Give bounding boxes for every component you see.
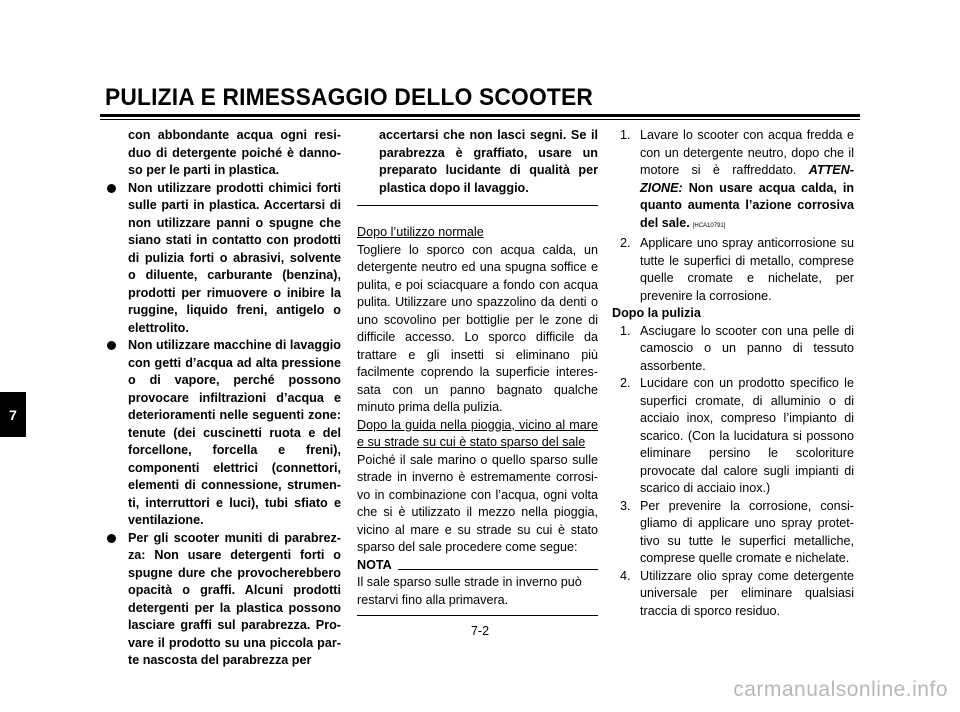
step-number: 1.: [620, 128, 631, 142]
page-title: PULIZIA E RIMESSAGGIO DELLO SCOOTER: [105, 84, 593, 111]
note-label: NOTA: [357, 557, 392, 572]
bullet-icon: [107, 341, 116, 350]
section-body-normal-use: Togliere lo sporco con acqua calda, un detergente neutro ed una spugna soffice e pulita, e poi sciacquare a fondo con acqua pulita. Utilizzare uno spazzolino da denti o uno scovolino per bottiglie per le zone di difficile accesso. Lo sporco difficile da trattare e gli insetti si eliminano più facilmente coprendo la superficie interessata con un panno bagnato qualche minuto prima della pulizia.: [357, 242, 598, 414]
bullet-text: Non utilizzare macchine di lavaggio con getti d’acqua ad alta pressione o di vapore, perché possono provocare infiltrazioni d’acqua e deterioramenti nelle seguenti zone: tenute (dei cuscinetti ruota e del forcellone, forcella e freni), componenti elettrici (connettori, elementi di connessione, strumenti, interruttori e luci), tubi sfiato e ventilazione.: [128, 338, 341, 527]
step-text: Applicare uno spray anticorrosione su tutte le superfici di metallo, comprese quelle cromate e nichelate, per prevenire la corrosione.: [640, 236, 854, 303]
step-number: 4.: [620, 568, 631, 583]
section-heading-rain-sea: Dopo la guida nella pioggia, vicino al mare e su strade su cui è stato sparso del sale: [357, 417, 598, 449]
header-rule-thin: [100, 119, 860, 120]
note-heading: [357, 557, 598, 575]
step-text: Asciugare lo scooter con una pelle di camoscio o un panno di tessuto assorbente.: [640, 323, 854, 373]
watermark-link[interactable]: carmanualsonline.info: [733, 678, 948, 701]
bullet-item: [106, 337, 341, 530]
step-number: 2.: [620, 236, 631, 250]
section-heading-after-cleaning: Dopo la pulizia: [612, 306, 701, 320]
warning-continuation: accertarsi che non lasci segni. Se il parabrezza è graffiato, usare un preparato lucidante di qualità per plastica dopo il lavaggio.: [379, 128, 598, 195]
note-body: Il sale sparso sulle strade in inverno può restarvi fino alla primavera.: [357, 575, 582, 607]
section-body-rain-sea: Poiché il sale marino o quello sparso sulle strade in inverno è estremamente corrosivo in combinazione con l’acqua, ogni volta che si è utilizzato il mezzo nella pioggia, vicino al mare e su strade su cui è stato sparso del sale procedere come segue:: [357, 452, 598, 554]
warning-text: Non usare acqua calda, in quanto aumenta l’azione corrosiva del sale.: [640, 180, 855, 230]
note-box: [357, 574, 598, 616]
bullet-item: [106, 530, 341, 670]
step-text: Lucidare con un prodotto specifico le superfici cromate, di alluminio o di acciaio inox, compreso l’impianto di scarico. (Con la lucidatura si possono eliminare persino le scoloriture provocate dal calore sugli impianti di scarico di acciaio inox.): [640, 376, 854, 495]
list-item: [612, 323, 854, 376]
warning-code: [HCA10791]: [692, 222, 726, 229]
list-item: [612, 568, 854, 621]
bullet-text: Non utilizzare prodotti chimici forti sulle parti in plastica. Accertarsi di non utilizzare panni o spugne che siano stati in contatto con prodotti di pulizia forti o abrasivi, solvente o diluente, carburante (benzina), prodotti per rimuovere o inibire la ruggine, liquido freni, antigelo o elettrolito.: [128, 180, 341, 335]
bullet-icon: [107, 534, 116, 543]
chapter-tab: 7: [0, 392, 26, 437]
page-number: 7-2: [470, 624, 490, 638]
bullet-text: Per gli scooter muniti di parabrezza: Non usare detergenti forti o spugne dure che provocherebbero opacità o graffi. Alcuni prodotti detergenti per la plastica possono lasciare graffi sul parabrezza. Provare il prodotto su una piccola parte nascosta del parabrezza per: [128, 530, 341, 667]
step-text: Per prevenire la corrosione, consigliamo di applicare uno spray protettivo su tutte le superfici metalliche, comprese quelle cromate e nichelate.: [640, 498, 854, 565]
section-heading-normal-use: Dopo l’utilizzo normale: [357, 225, 484, 239]
step-text: Utilizzare olio spray come detergente universale per eliminare qualsiasi traccia di sporco residuo.: [640, 568, 854, 618]
step-text: [640, 127, 854, 235]
step-number: 1.: [620, 323, 631, 338]
column-3: [612, 127, 854, 620]
warning-box-end: [357, 127, 598, 206]
step-number: 3.: [620, 498, 631, 513]
column-1: [106, 127, 341, 670]
bullet-icon: [107, 184, 116, 193]
warning-continuation: con abbondante acqua ogni residuo di detergente poiché è dannoso per le parti in plastica.: [128, 128, 341, 177]
list-item: [612, 498, 854, 568]
step-text-main: Lavare lo scooter con acqua fredda e con un detergente neutro, dopo che il motore si è raffreddato.: [640, 128, 854, 177]
list-item: [612, 127, 854, 235]
column-2: [357, 127, 598, 616]
step-number: 2.: [620, 376, 631, 390]
list-item: [612, 375, 854, 498]
header-rule: [100, 114, 860, 117]
warning-label: ATTENZIONE:: [640, 163, 854, 195]
bullet-item: [106, 180, 341, 338]
list-item: [612, 235, 854, 305]
note-rule: [398, 569, 598, 570]
